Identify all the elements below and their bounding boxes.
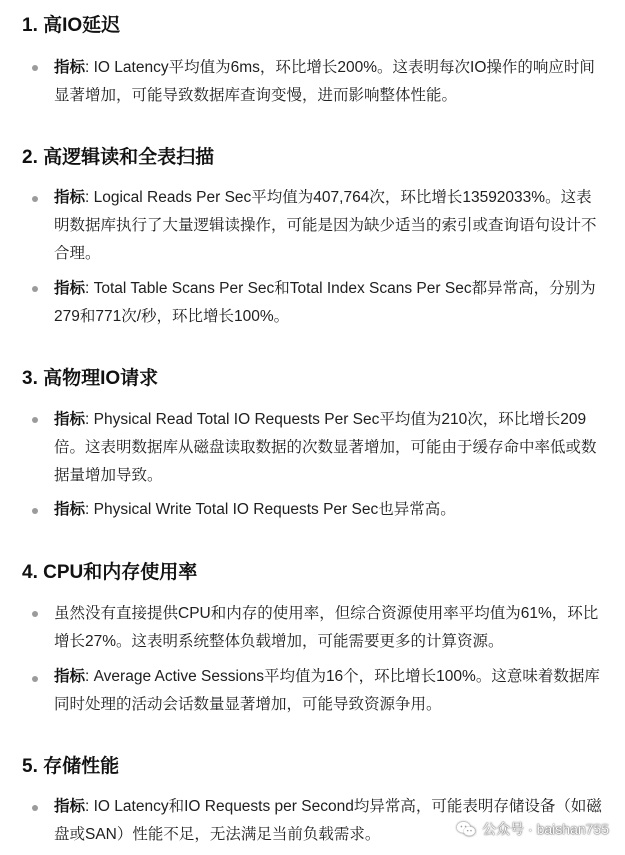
item-label: 指标 — [54, 798, 86, 815]
section-3-item-1 — [54, 406, 602, 490]
bullet-dot — [32, 508, 38, 514]
item-label: 指标 — [54, 501, 86, 518]
bullet-dot — [32, 286, 38, 292]
bullet-dot — [32, 196, 38, 202]
item-label: 指标 — [54, 59, 86, 76]
section-2-item-2 — [54, 275, 602, 331]
item-text: : Logical Reads Per Sec平均值为407,764次，环比增长13592033%。这表明数据库执行了大量逻辑读操作，可能是因为缺少适当的索引或查询语句设计不合理。 — [54, 189, 597, 262]
item-text: : Physical Read Total IO Requests Per Sec平均值为210次，环比增长209倍。这表明数据库从磁盘读取数据的次数显著增加，可能由于缓存命中率低或数据量增加导致。 — [54, 411, 597, 484]
section-4-heading: 4. CPU和内存使用率 — [22, 562, 198, 583]
bullet-dot — [32, 417, 38, 423]
watermark-text: 公众号 · baishan755 — [482, 821, 609, 837]
item-label: 指标 — [54, 280, 86, 297]
item-label: 指标 — [54, 668, 86, 685]
item-text: : Average Active Sessions平均值为16个，环比增长100%。这意味着数据库同时处理的活动会话数量显著增加，可能导致资源争用。 — [54, 668, 600, 713]
item-text: : Physical Write Total IO Requests Per Sec也异常高。 — [85, 501, 456, 518]
bullet-dot — [32, 611, 38, 617]
item-text: 虽然没有直接提供CPU和内存的使用率，但综合资源使用率平均值为61%，环比增长27%。这表明系统整体负载增加，可能需要更多的计算资源。 — [54, 605, 599, 650]
watermark — [456, 819, 609, 839]
section-2-item-1 — [54, 184, 602, 268]
section-3-item-2 — [54, 496, 602, 524]
item-text: : IO Latency平均值为6ms，环比增长200%。这表明每次IO操作的响应时间显著增加，可能导致数据库查询变慢，进而影响整体性能。 — [54, 59, 595, 104]
section-4-item-1 — [54, 600, 602, 656]
section-1-heading: 1. 高IO延迟 — [22, 15, 121, 36]
item-text: : Total Table Scans Per Sec和Total Index Scans Per Sec都异常高，分别为279和771次/秒，环比增长100%。 — [54, 280, 596, 325]
section-1-item-1 — [54, 54, 602, 110]
section-5-heading: 5. 存储性能 — [22, 756, 120, 777]
section-2-heading: 2. 高逻辑读和全表扫描 — [22, 147, 215, 168]
bullet-dot — [32, 676, 38, 682]
item-label: 指标 — [54, 411, 86, 428]
section-4-item-2 — [54, 663, 602, 719]
bullet-dot — [32, 805, 38, 811]
item-label: 指标 — [54, 189, 86, 206]
item-text: : IO Latency和IO Requests per Second均异常高，可能表明存储设备（如磁盘或SAN）性能不足，无法满足当前负载需求。 — [54, 798, 602, 843]
wechat-icon — [456, 820, 476, 838]
section-3-heading: 3. 高物理IO请求 — [22, 368, 159, 389]
bullet-dot — [32, 65, 38, 71]
